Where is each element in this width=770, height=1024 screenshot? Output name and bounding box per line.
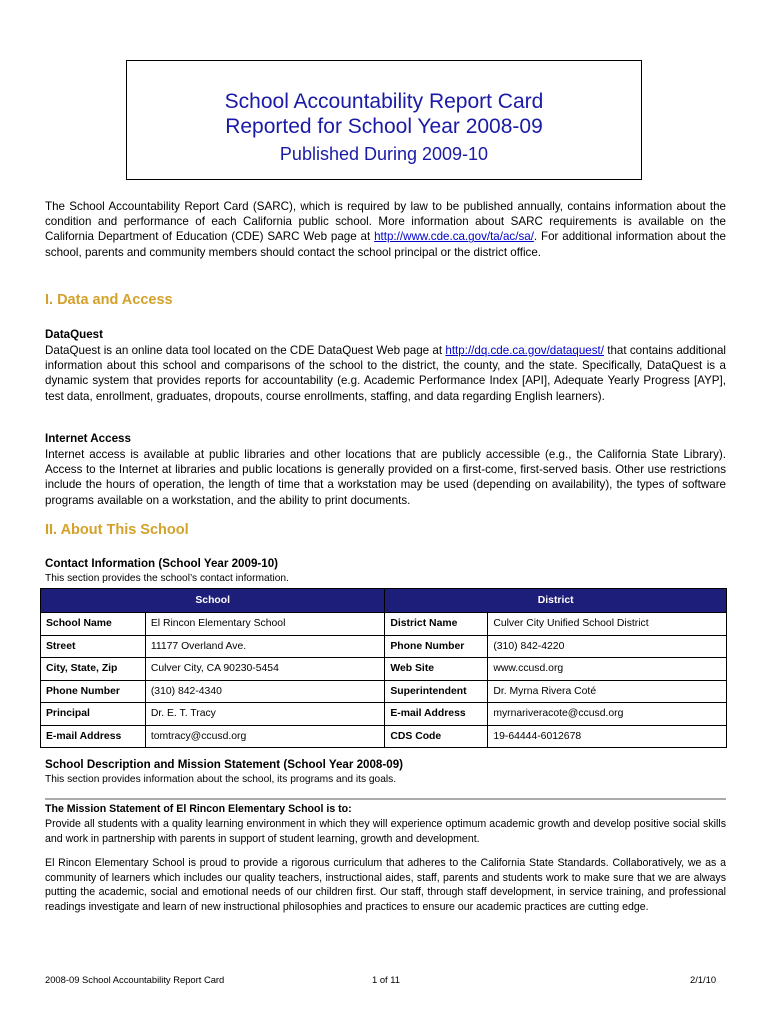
contact-table-header bbox=[41, 589, 727, 613]
dataquest-link[interactable]: http://dq.cde.ca.gov/dataquest/ bbox=[445, 344, 604, 357]
sarc-link[interactable]: http://www.cde.ca.gov/ta/ac/sa/ bbox=[374, 230, 534, 244]
section-heading-data-access: I. Data and Access bbox=[45, 292, 173, 308]
report-year: Reported for School Year 2008-09 bbox=[225, 115, 543, 138]
district-column-header: District bbox=[385, 589, 727, 613]
section-heading-about-school: II. About This School bbox=[45, 522, 189, 538]
table-row: Principal Dr. E. T. Tracy E-mail Address myrnariveracote@ccusd.org bbox=[41, 703, 727, 726]
footer-left: 2008-09 School Accountability Report Card bbox=[45, 974, 225, 985]
curriculum-paragraph: El Rincon Elementary School is proud to provide a rigorous curriculum that adheres to the California State Standards. Collaboratively, we as a community of learners which includes our quality teachers, instructional aides, staff, parents and students work to make sure that we are always putting the academic, social and emotional needs of our children first. Our staff, through staff development, in service training, and professional readings investigate and learn of new instructional philosophies and practices to ensure our academic practices are cutting edge. bbox=[45, 857, 726, 913]
description-desc: This section provides information about the school, its programs and its goals. bbox=[45, 774, 397, 785]
table-row: Street 11177 Overland Ave. Phone Number (310) 842-4220 bbox=[41, 635, 727, 658]
page-number: 1 of 11 bbox=[372, 974, 400, 985]
table-row: City, State, Zip Culver City, CA 90230-5454 Web Site www.ccusd.org bbox=[41, 658, 727, 681]
internet-access-heading: Internet Access bbox=[45, 432, 131, 445]
title-box bbox=[126, 60, 642, 180]
contact-info-heading: Contact Information (School Year 2009-10) bbox=[45, 557, 279, 570]
table-row: Phone Number (310) 842-4340 Superintendent Dr. Myrna Rivera Coté bbox=[41, 680, 727, 703]
internet-access-paragraph: Internet access is available at public libraries and other locations that are publicly accessible (e.g., the California State Library). Access to the Internet at libraries and public locations is generally provided on a first-come, first-served basis. Other use restrictions include the hours of operation, the length of time that a workstation may be used (depending on availability), the types of software programs available on a workstation, and the ability to print documents. bbox=[45, 448, 726, 507]
table-row: E-mail Address tomtracy@ccusd.org CDS Code 19-64444-6012678 bbox=[41, 725, 727, 748]
mission-paragraph: Provide all students with a quality learning environment in which they will experience optimum academic growth and develop positive social skills and work in partnership with parents in support of student learning, growth and development. bbox=[45, 818, 726, 845]
mission-heading: The Mission Statement of El Rincon Elementary School is to: bbox=[45, 803, 352, 815]
school-column-header: School bbox=[41, 589, 385, 613]
published-year: Published During 2009-10 bbox=[279, 144, 489, 164]
contact-info-desc: This section provides the school’s contact information. bbox=[45, 573, 289, 584]
contact-table bbox=[40, 588, 727, 748]
table-row: School Name El Rincon Elementary School District Name Culver City Unified School District bbox=[41, 613, 727, 636]
report-title: School Accountability Report Card bbox=[224, 90, 544, 113]
description-heading: School Description and Mission Statement (School Year 2008-09) bbox=[45, 758, 404, 771]
dataquest-paragraph: DataQuest is an online data tool located on the CDE DataQuest Web page at http://dq.cde.ca.gov/dataquest/ that contains additional information about this school and comparisons of the school to the district, the county, and the state. Specifically, DataQuest is a dynamic system that provides reports for accountability (e.g. Academic Performance Index [API], Adequate Yearly Progress [AYP], test data, enrollment, graduates, dropouts, course enrollments, staffing, and data regarding English learners). bbox=[45, 344, 726, 403]
divider bbox=[45, 798, 726, 800]
footer-date: 2/1/10 bbox=[690, 974, 717, 985]
dataquest-heading: DataQuest bbox=[45, 328, 103, 341]
intro-paragraph: The School Accountability Report Card (SARC), which is required by law to be published annually, contains information about the condition and performance of each California public school. More information about SARC requirements is available on the California Department of Education (CDE) SARC Web page at http://www.cde.ca.gov/ta/ac/sa/. For additional information about the school, parents and community members should contact the school principal or the district office. bbox=[45, 200, 726, 259]
